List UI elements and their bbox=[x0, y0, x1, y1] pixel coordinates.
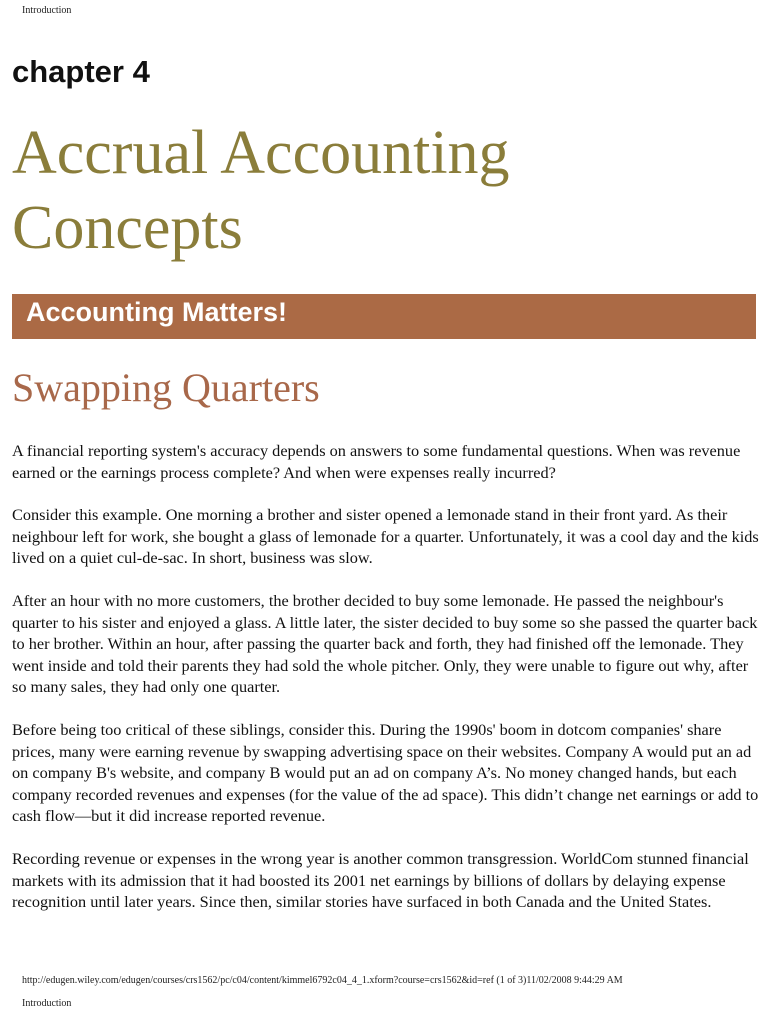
body-text bbox=[12, 440, 760, 934]
paragraph: After an hour with no more customers, the brother decided to buy some lemonade. He passed the neighbour's quarter to his sister and enjoyed a glass. A little later, the sister decided to buy some so she passed the quarter back to her brother. Within an hour, after passing the quarter back and forth, they had finished off the lemonade. They went inside and told their parents they had sold the whole pitcher. Only, they were unable to figure out why, after so many sales, they had only one quarter. bbox=[12, 590, 758, 697]
section-title: Swapping Quarters bbox=[12, 365, 320, 410]
banner-title: Accounting Matters! bbox=[26, 297, 288, 327]
chapter-label: chapter 4 bbox=[12, 54, 150, 89]
running-head: Introduction bbox=[22, 5, 72, 16]
paragraph: Consider this example. One morning a brother and sister opened a lemonade stand in their front yard. As their neighbour left for work, she bought a glass of lemonade for a quarter. Unfortunately, it was a cool day and the kids lived on a quiet cul-de-sac. In short, business was slow. bbox=[12, 505, 759, 568]
chapter-title-line-2: Concepts bbox=[12, 194, 243, 262]
paragraph: A financial reporting system's accuracy depends on answers to some fundamental questions. When was revenue earned or the earnings process complete? And when were expenses really incurred? bbox=[12, 441, 741, 482]
running-foot: Introduction bbox=[22, 998, 72, 1009]
chapter-title bbox=[12, 116, 752, 266]
feature-banner bbox=[12, 294, 756, 339]
chapter-title-line-1: Accrual Accounting bbox=[12, 119, 510, 187]
footer-url: http://edugen.wiley.com/edugen/courses/crs1562/pc/c04/content/kimmel6792c04_4_1.xform?course=crs1562&id=ref (1 of 3)11/02/2008 9:44:29 AM bbox=[22, 975, 623, 986]
paragraph: Before being too critical of these siblings, consider this. During the 1990s' boom in dotcom companies' share prices, many were earning revenue by swapping advertising space on their websites. Company A would put an ad on company B's website, and company B would put an ad on company A’s. No money changed hands, but each company recorded revenues and expenses (for the value of the ad space). This didn’t change net earnings or add to cash flow—but it did increase reported revenue. bbox=[12, 719, 759, 826]
paragraph: Recording revenue or expenses in the wrong year is another common transgression. WorldCom stunned financial markets with its admission that it had boosted its 2001 net earnings by billions of dollars by delaying expense recognition until later years. Since then, similar stories have surfaced in both Canada and the United States. bbox=[12, 848, 749, 912]
